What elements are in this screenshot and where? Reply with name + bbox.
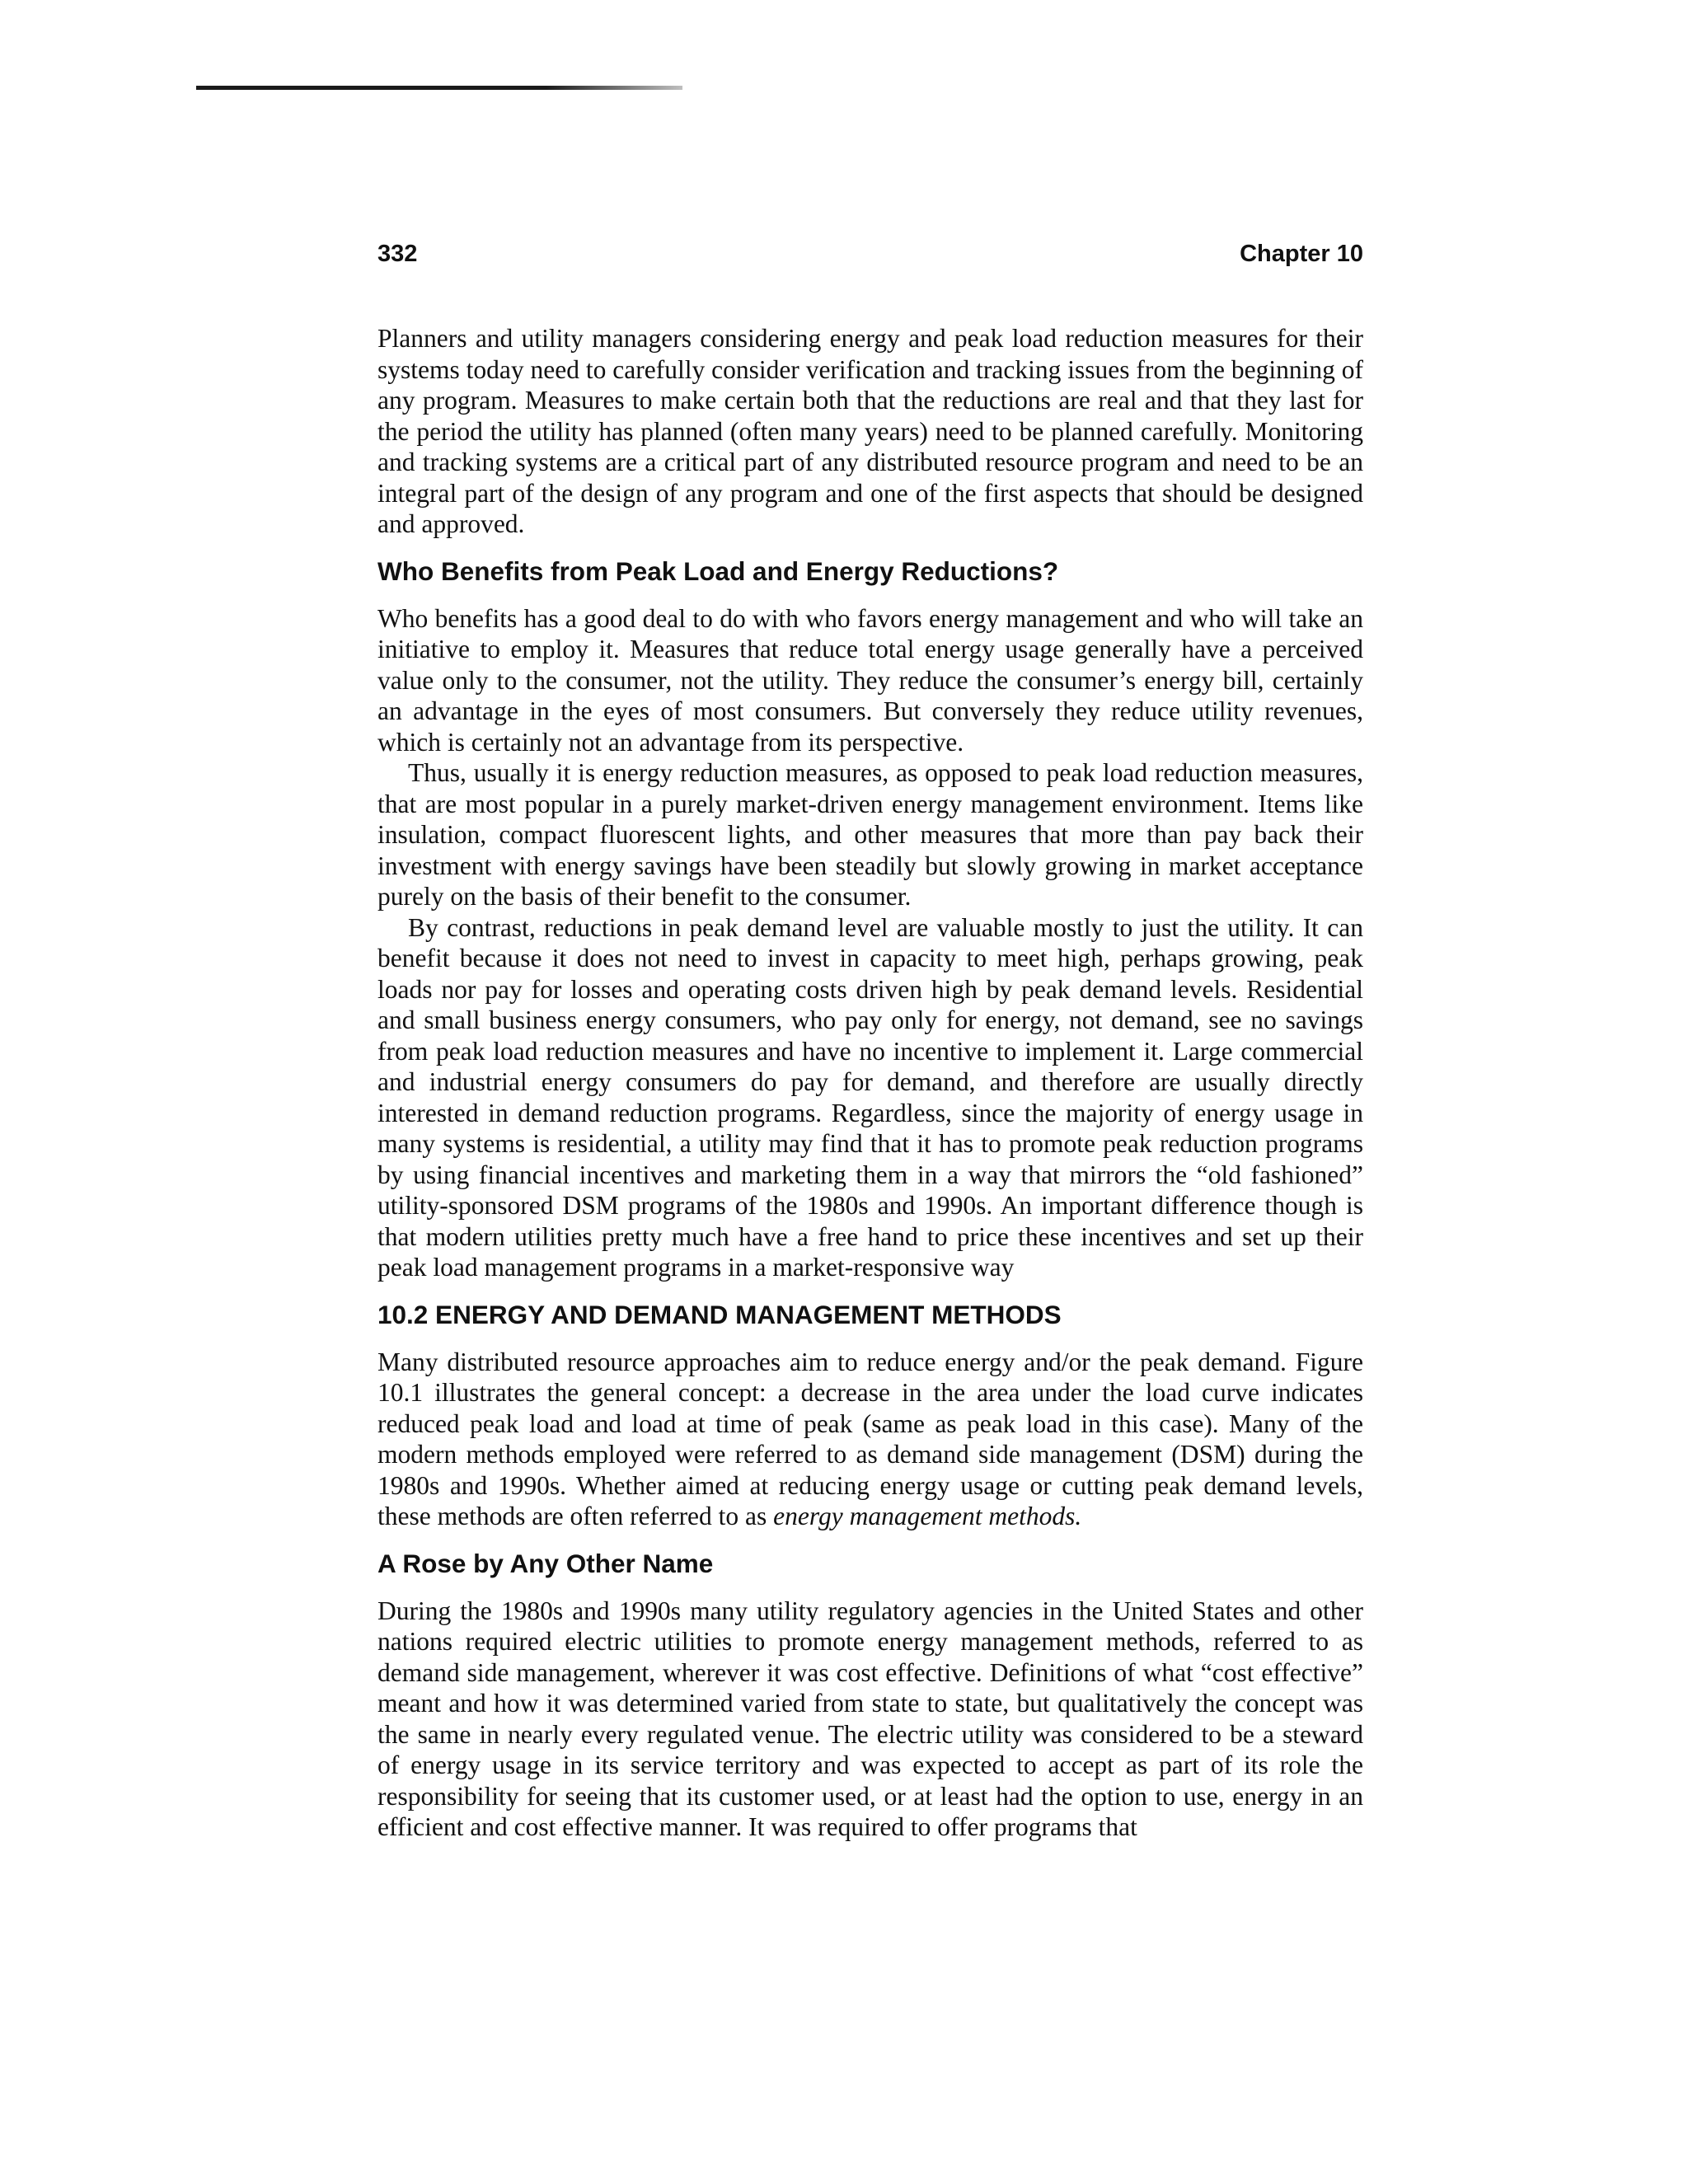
paragraph-who-benefits: Who benefits has a good deal to do with who favors energy management and who will take an initiative to employ it. Measures that reduce total energy usage generally have a perceived value only to the consumer, not the utility. They reduce the consumer’s energy bill, certainly an advantage in the eyes of most consumers. But conversely they reduce utility revenues, which is certainly not an advantage from its perspective. bbox=[377, 603, 1363, 757]
paragraph-regulatory-agencies: During the 1980s and 1990s many utility regulatory agencies in the United States and other nations required electric utilities to promote energy management methods, referred to as demand side management, wherever it was cost effective. Definitions of what “cost effective” meant and how it was determined varied from state to state, but qualitatively the concept was the same in nearly every regulated venue. The electric utility was considered to be a steward of energy usage in its service territory and was expected to accept as part of its role the responsibility for seeing that its customer used, or at least had the option to use, energy in an efficient and cost effective manner. It was required to offer programs that bbox=[377, 1596, 1363, 1841]
paragraph-energy-reduction: Thus, usually it is energy reduction measures, as opposed to peak load reduction measures, that are most popular in a purely market-driven energy management environment. Items like insulation, compact fluorescent lights, and other measures that more than pay back their investment with energy savings have been steadily but slowly growing in market acceptance purely on the basis of their benefit to the consumer. bbox=[377, 758, 1363, 911]
term-energy-management-methods: energy management methods. bbox=[773, 1502, 1082, 1530]
page-body bbox=[377, 323, 1363, 1843]
running-head bbox=[377, 241, 1363, 274]
paragraph-verification: Planners and utility managers considering energy and peak load reduction measures for their systems today need to carefully consider verification and tracking issues from the beginning of any program. Measures to make certain both that the reductions are real and that they last for the period the utility has planned (often many years) need to be planned carefully. Monitoring and tracking systems are a critical part of any distributed resource program and need to be an integral part of the design of any program and one of the first aspects that should be designed and approved. bbox=[377, 324, 1363, 538]
page-number: 332 bbox=[377, 241, 418, 267]
chapter-label: Chapter 10 bbox=[1240, 241, 1363, 267]
subheading-rose-by-any-other-name: A Rose by Any Other Name bbox=[377, 1548, 714, 1578]
section-heading-10-2: 10.2 ENERGY AND DEMAND MANAGEMENT METHODS bbox=[377, 1299, 1062, 1329]
subheading-who-benefits: Who Benefits from Peak Load and Energy Reductions? bbox=[377, 555, 1059, 586]
top-rule bbox=[196, 86, 682, 90]
paragraph-energy-management-text: Many distributed resource approaches aim to reduce energy and/or the peak demand. Figure 10.1 illustrates the general concept: a decrease in the area under the load curve indicates reduced peak load and load at time of peak (same as peak load in this case). Many of the modern methods employed were referred to as demand side management (DSM) during the 1980s and 1990s. Whether aimed at reducing energy usage or cutting peak demand levels, these methods are often referred to as bbox=[377, 1347, 1363, 1530]
paragraph-peak-demand: By contrast, reductions in peak demand level are valuable mostly to just the utility. It can benefit because it does not need to invest in capacity to meet high, perhaps growing, peak loads nor pay for losses and operating costs driven high by peak demand levels. Residential and small business energy consumers, who pay only for energy, not demand, see no savings from peak load reduction measures and have no incentive to implement it. Large commercial and industrial energy consumers do pay for demand, and therefore are usually directly interested in demand reduction programs. Regardless, since the majority of energy usage in many systems is residential, a utility may find that it has to promote peak reduction programs by using financial incentives and marketing them in a way that mirrors the “old fashioned” utility-sponsored DSM programs of the 1980s and 1990s. An important difference though is that modern utilities pretty much have a free hand to price these incentives and set up their peak load management programs in a market-responsive way bbox=[377, 912, 1363, 1282]
paragraph-energy-management-methods bbox=[377, 1347, 1363, 1532]
